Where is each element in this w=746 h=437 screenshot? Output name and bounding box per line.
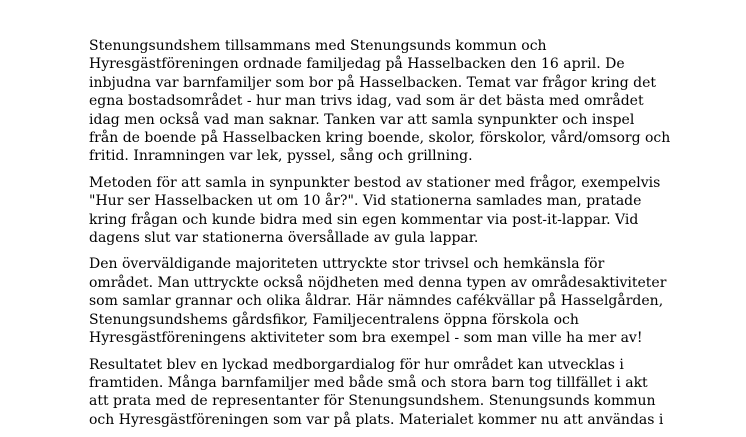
text-line: kring frågan och kunde bidra med sin egen kommentar via post-it-lappar. Vid	[89, 211, 639, 228]
text-line: som samlar grannar och olika åldrar. Här nämndes cafékvällar på Hasselgården,	[89, 293, 664, 310]
text-line: Den överväldigande majoriteten uttryckte stor trivsel och hemkänsla för	[89, 256, 605, 273]
paragraph-4	[89, 356, 679, 430]
text-line: Stenungsundshems gårdsfikor, Familjecentralens öppna förskola och	[89, 311, 579, 328]
text-line: Stenungsundshem tillsammans med Stenungsunds kommun och	[89, 38, 547, 54]
text-line: egna bostadsområdet - hur man trivs idag, vad som är det bästa med området	[89, 93, 644, 110]
paragraph-3	[89, 255, 679, 347]
paragraph-1	[89, 37, 679, 166]
text-line: från de boende på Hasselbacken kring boende, skolor, förskolor, vård/omsorg och	[89, 130, 671, 147]
text-line: inbjudna var barnfamiljer som bor på Hasselbacken. Temat var frågor kring det	[89, 74, 657, 91]
text-line: Hyresgästföreningen ordnade familjedag på Hasselbacken den 16 april. De	[89, 56, 625, 73]
text-line: framtiden. Många barnfamiljer med både små och stora barn tog tillfället i akt	[89, 374, 648, 391]
text-line: att prata med de representanter för Stenungsundshem. Stenungsunds kommun	[89, 393, 656, 410]
text-line: och Hyresgästföreningen som var på plats. Materialet kommer nu att användas i	[89, 411, 664, 428]
text-line: dagens slut var stationerna översållade av gula lappar.	[89, 230, 479, 247]
paragraph-2	[89, 174, 679, 248]
text-line: området. Man uttryckte också nöjdheten med denna typen av områdesaktiviteter	[89, 274, 667, 291]
document-body	[89, 37, 679, 437]
text-line: Resultatet blev en lyckad medborgardialog för hur området kan utvecklas i	[89, 356, 624, 373]
text-line: Hyresgästföreningens aktiviteter som bra exempel - som man ville ha mer av!	[89, 330, 643, 347]
text-line: fritid. Inramningen var lek, pyssel, sång och grillning.	[89, 148, 473, 165]
text-line: "Hur ser Hasselbacken ut om 10 år?". Vid stationerna samlades man, pratade	[89, 193, 642, 210]
text-line: Metoden för att samla in synpunkter bestod av stationer med frågor, exempelvis	[89, 174, 661, 191]
text-line: idag men också vad man saknar. Tanken var att samla synpunkter och inspel	[89, 111, 635, 128]
